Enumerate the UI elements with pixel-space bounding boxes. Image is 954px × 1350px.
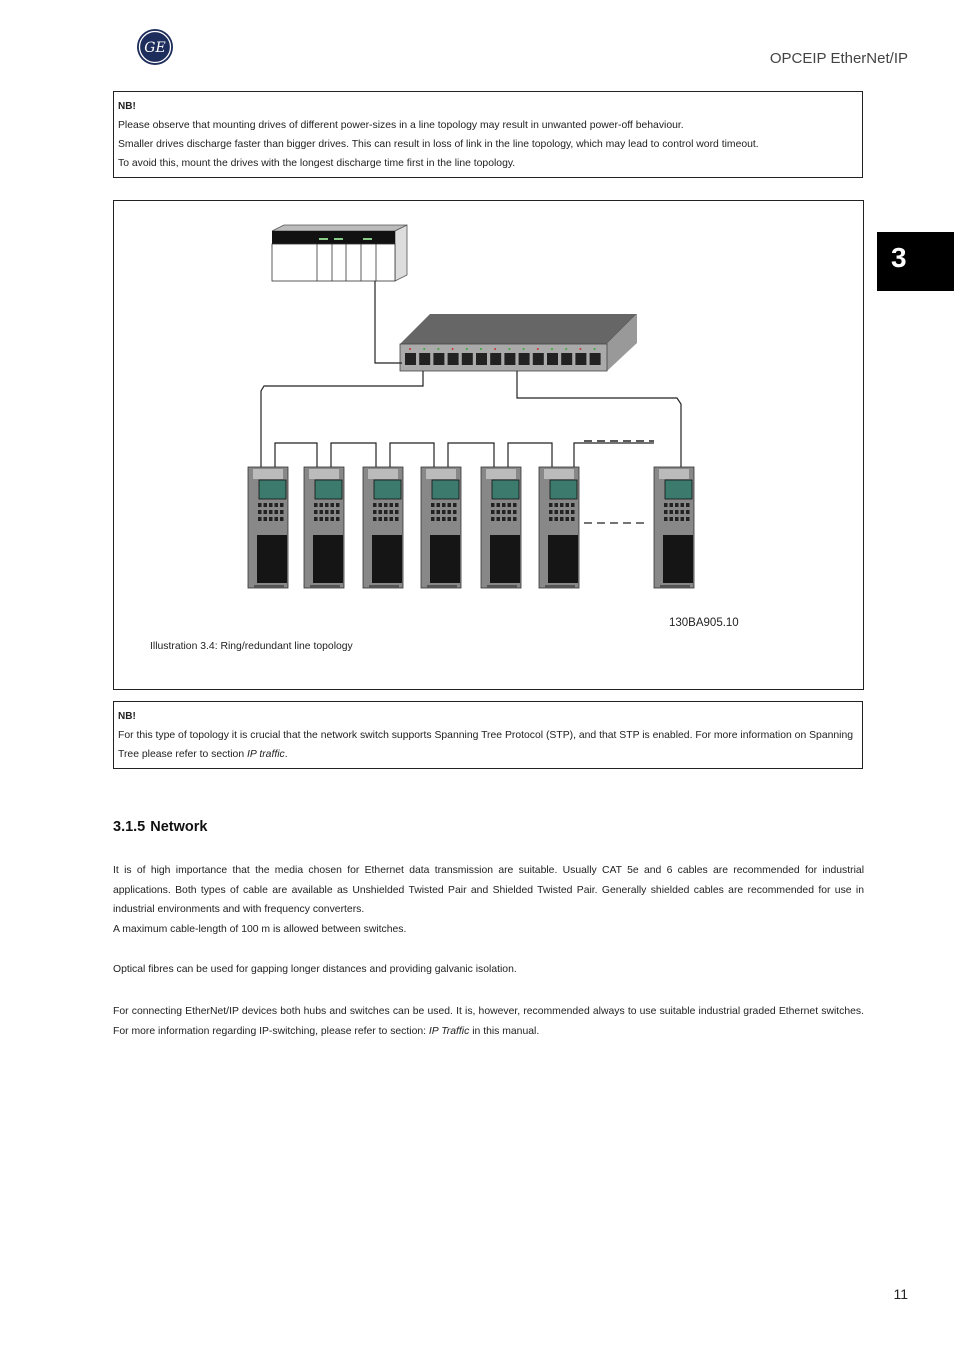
switch-port [405, 353, 416, 365]
port-led [409, 348, 411, 350]
drive-unit-icon [481, 467, 521, 588]
note-line: To avoid this, mount the drives with the longest discharge time first in the line topology. [118, 158, 516, 169]
paragraph-text: For connecting EtherNet/IP devices both hubs and switches can be used. It is, however, recommended always to use suitable industrial graded Ethernet switches. For more information regarding IP-switching, please refer to section: [113, 1006, 864, 1037]
drive-unit-icon [421, 467, 461, 588]
ring-links [275, 443, 552, 467]
paragraph-optical: Optical fibres can be used for gapping longer distances and providing galvanic isolation. [113, 964, 517, 975]
switch-port [561, 353, 572, 365]
port-led [537, 348, 539, 350]
port-led [523, 348, 525, 350]
ip-traffic-reference: IP Traffic [428, 1025, 470, 1037]
drive-unit-icon [363, 467, 403, 588]
paragraph-text: A maximum cable-length of 100 m is allowed between switches. [113, 923, 407, 935]
note-line: Please observe that mounting drives of different power-sizes in a line topology may result in unwanted power-off behaviour. [118, 120, 684, 131]
note-box-power-sizes [113, 91, 863, 178]
section-number: 3.1.5 [113, 819, 146, 835]
chapter-tab: 3 [877, 232, 954, 291]
note-label: NB! [118, 711, 136, 722]
port-led [508, 348, 510, 350]
drive-unit-icon [539, 467, 579, 588]
drive-unit-icon [654, 467, 694, 588]
network-cables [261, 281, 681, 467]
port-led [452, 348, 454, 350]
section-heading [113, 819, 212, 835]
note-text-body: For this type of topology it is crucial that the network switch supports Spanning Tree Protocol (STP), and that STP is enabled. For more information on Spanning Tree please refer to section [118, 730, 854, 760]
drive-unit-icon [304, 467, 344, 588]
port-led [437, 348, 439, 350]
network-switch-icon [400, 314, 637, 371]
note-box-stp [113, 701, 863, 769]
ip-traffic-reference: IP traffic [247, 749, 285, 760]
switch-port [504, 353, 515, 365]
switch-port [476, 353, 487, 365]
switch-port [462, 353, 473, 365]
illustration-ring-topology [113, 200, 864, 690]
port-led [423, 348, 425, 350]
plc-rack-icon [272, 225, 407, 281]
page-number: 11 [893, 1286, 908, 1302]
switch-port [547, 353, 558, 365]
switch-port [448, 353, 459, 365]
port-led [466, 348, 468, 350]
port-led [565, 348, 567, 350]
switch-port [419, 353, 430, 365]
port-led [579, 348, 581, 350]
figure-caption: Illustration 3.4: Ring/redundant line topology [150, 641, 353, 652]
port-led [551, 348, 553, 350]
ge-logo-text: GE [144, 40, 166, 56]
drive-unit-icon [248, 467, 288, 588]
figure-code: 130BA905.10 [669, 617, 739, 629]
paragraph-cables [113, 861, 864, 939]
note-text [118, 726, 858, 764]
port-led [494, 348, 496, 350]
note-text-end: . [284, 749, 288, 760]
note-line: Smaller drives discharge faster than bigger drives. This can result in loss of link in the line topology, which may lead to control word timeout. [118, 139, 759, 150]
switch-port [490, 353, 501, 365]
document-title: OPCEIP EtherNet/IP [769, 50, 908, 67]
paragraph-text: in this manual. [469, 1025, 540, 1037]
port-led [480, 348, 482, 350]
switch-port [590, 353, 601, 365]
switch-port [533, 353, 544, 365]
switch-port [519, 353, 530, 365]
port-led [594, 348, 596, 350]
topology-diagram [114, 201, 865, 691]
ge-logo [136, 28, 174, 66]
switch-port [575, 353, 586, 365]
paragraph-switches [113, 1002, 864, 1041]
paragraph-text: It is of high importance that the media chosen for Ethernet data transmission are suitable. Usually CAT 5e and 6 cables are recommended for industrial applications. Both types of cable are available as Unshielded Twisted Pair and Shielded Twisted Pair. Generally shielded cables are recommended for use in industrial environments and with frequency converters. [113, 865, 864, 915]
section-title: Network [150, 819, 208, 835]
switch-port [433, 353, 444, 365]
note-label: NB! [118, 101, 136, 112]
dashed-continuation [574, 441, 654, 523]
